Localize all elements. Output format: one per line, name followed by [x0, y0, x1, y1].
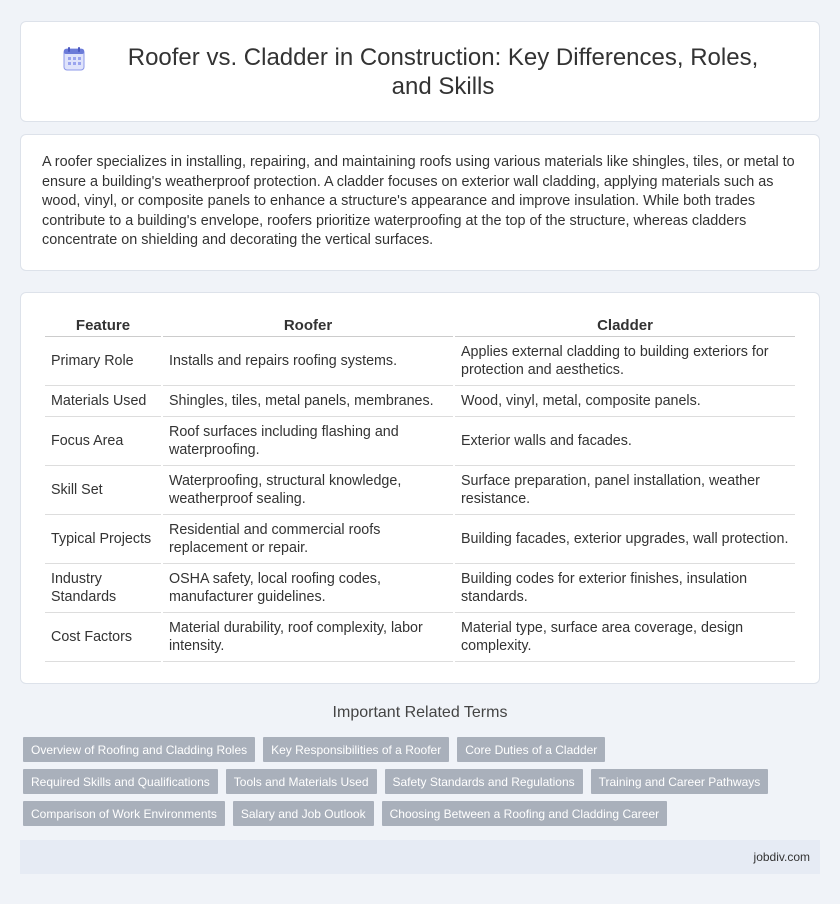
row-cladder: Surface preparation, panel installation, weather resistance. [455, 466, 795, 515]
row-feature: Focus Area [45, 417, 161, 466]
table-row [45, 386, 795, 417]
footer [20, 840, 820, 874]
row-roofer: Waterproofing, structural knowledge, weatherproof sealing. [163, 466, 453, 515]
row-cladder: Wood, vinyl, metal, composite panels. [455, 386, 795, 417]
intro-card [20, 134, 820, 271]
row-cladder: Building codes for exterior finishes, insulation standards. [455, 564, 795, 613]
table-row [45, 466, 795, 515]
header-cladder: Cladder [455, 313, 795, 337]
footer-site[interactable]: jobdiv.com [753, 850, 810, 864]
row-feature: Industry Standards [45, 564, 161, 613]
comparison-card [20, 292, 820, 684]
title-card [20, 21, 820, 122]
related-tag[interactable]: Key Responsibilities of a Roofer [263, 737, 449, 762]
row-cladder: Exterior walls and facades. [455, 417, 795, 466]
related-tag[interactable]: Tools and Materials Used [226, 769, 377, 794]
table-row [45, 337, 795, 386]
header-roofer: Roofer [163, 313, 453, 337]
related-terms-title: Important Related Terms [332, 704, 508, 721]
table-row [45, 564, 795, 613]
table-row [45, 515, 795, 564]
table-header-row [45, 313, 795, 337]
row-roofer: Residential and commercial roofs replacement or repair. [163, 515, 453, 564]
table-row [45, 613, 795, 662]
comparison-table [43, 313, 797, 662]
related-terms-section [0, 704, 840, 722]
row-roofer: Roof surfaces including flashing and waterproofing. [163, 417, 453, 466]
related-tag[interactable]: Overview of Roofing and Cladding Roles [23, 737, 255, 762]
related-tag[interactable]: Comparison of Work Environments [23, 801, 225, 826]
row-roofer: OSHA safety, local roofing codes, manufacturer guidelines. [163, 564, 453, 613]
header-feature: Feature [45, 313, 161, 337]
row-roofer: Shingles, tiles, metal panels, membranes. [163, 386, 453, 417]
row-feature: Typical Projects [45, 515, 161, 564]
row-cladder: Material type, surface area coverage, design complexity. [455, 613, 795, 662]
related-tag[interactable]: Salary and Job Outlook [233, 801, 374, 826]
intro-text: A roofer specializes in installing, repairing, and maintaining roofs using various materials like shingles, tiles, or metal to ensure a building's weatherproof protection. A cladder focuses on exterior wall cladding, applying materials such as wood, vinyl, or composite panels to enhance a structure's appearance and improve insulation. While both trades contribute to a building's envelope, roofers prioritize waterproofing at the top of the structure, whereas cladders concentrate on shielding and decorating the vertical surfaces. [42, 154, 795, 249]
row-cladder: Applies external cladding to building exteriors for protection and aesthetics. [455, 337, 795, 386]
related-tag[interactable]: Training and Career Pathways [591, 769, 769, 794]
table-row [45, 417, 795, 466]
document-icon [61, 46, 87, 72]
related-tag[interactable]: Choosing Between a Roofing and Cladding Career [382, 801, 668, 826]
row-roofer: Installs and repairs roofing systems. [163, 337, 453, 386]
row-roofer: Material durability, roof complexity, labor intensity. [163, 613, 453, 662]
row-feature: Materials Used [45, 386, 161, 417]
related-tag[interactable]: Required Skills and Qualifications [23, 769, 218, 794]
row-feature: Primary Role [45, 337, 161, 386]
row-feature: Skill Set [45, 466, 161, 515]
row-cladder: Building facades, exterior upgrades, wall protection. [455, 515, 795, 564]
row-feature: Cost Factors [45, 613, 161, 662]
related-tags [23, 737, 810, 833]
related-tag[interactable]: Core Duties of a Cladder [457, 737, 605, 762]
page-title: Roofer vs. Cladder in Construction: Key Differences, Roles, and Skills [127, 43, 759, 100]
related-tag[interactable]: Safety Standards and Regulations [385, 769, 583, 794]
